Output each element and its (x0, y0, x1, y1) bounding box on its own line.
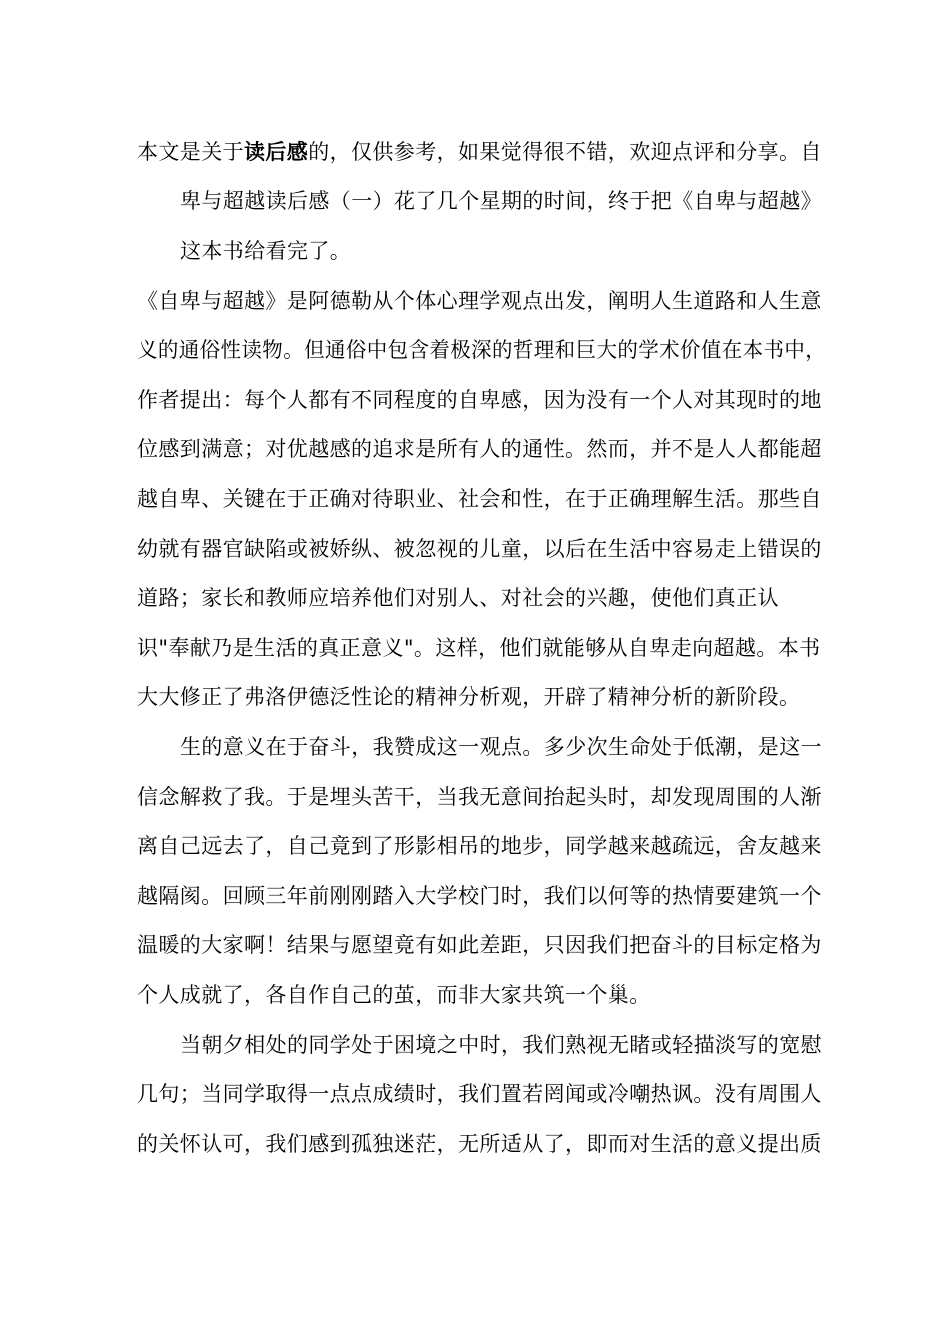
text-line: 信念解救了我。于是埋头苦干，当我无意间抬起头时，却发现周围的人渐 (137, 785, 822, 809)
text-line: 大大修正了弗洛伊德泛性论的精神分析观，开辟了精神分析的新阶段。 (137, 685, 801, 709)
text-line: 几句；当同学取得一点点成绩时，我们置若罔闻或冷嘲热讽。没有周围人 (137, 1082, 822, 1106)
text-line: 位感到满意；对优越感的追求是所有人的通性。然而，并不是人人都能超 (137, 437, 822, 461)
text-line: 当朝夕相处的同学处于困境之中时，我们熟视无睹或轻描淡写的宽慰 (180, 1033, 822, 1057)
intro-keyword: 读后感 (244, 140, 309, 164)
text-line: 生的意义在于奋斗，我赞成这一观点。多少次生命处于低潮，是这一 (180, 735, 822, 759)
text-line: 幼就有器官缺陷或被娇纵、被忽视的儿童，以后在生活中容易走上错误的 (137, 537, 822, 561)
intro-prefix: 本文是关于 (137, 140, 244, 164)
text-line: 这本书给看完了。 (180, 239, 352, 263)
intro-line (137, 137, 822, 167)
text-line: 《自卑与超越》是阿德勒从个体心理学观点出发，阐明人生道路和人生意 (137, 289, 822, 313)
text-line: 温暖的大家啊！结果与愿望竟有如此差距，只因我们把奋斗的目标定格为 (137, 933, 822, 957)
text-line: 越自卑、关键在于正确对待职业、社会和性，在于正确理解生活。那些自 (137, 487, 822, 511)
text-line: 离自己远去了，自己竟到了形影相吊的地步，同学越来越疏远，舍友越来 (137, 834, 822, 858)
text-line: 识"奉献乃是生活的真正意义"。这样，他们就能够从自卑走向超越。本书 (137, 636, 821, 660)
text-line: 义的通俗性读物。但通俗中包含着极深的哲理和巨大的学术价值在本书中， (137, 338, 827, 362)
text-line: 个人成就了，各自作自己的茧，而非大家共筑一个巢。 (137, 983, 651, 1007)
text-line: 卑与超越读后感（一）花了几个星期的时间，终于把《自卑与超越》 (180, 189, 822, 213)
text-line: 道路；家长和教师应培养他们对别人、对社会的兴趣，使他们真正认 (137, 586, 779, 610)
text-line: 越隔阂。回顾三年前刚刚踏入大学校门时，我们以何等的热情要建筑一个 (137, 884, 822, 908)
intro-suffix: 的，仅供参考，如果觉得很不错，欢迎点评和分享。自 (308, 140, 822, 164)
text-line: 作者提出：每个人都有不同程度的自卑感，因为没有一个人对其现时的地 (137, 388, 822, 412)
text-line: 的关怀认可，我们感到孤独迷茫，无所适从了，即而对生活的意义提出质 (137, 1132, 822, 1156)
